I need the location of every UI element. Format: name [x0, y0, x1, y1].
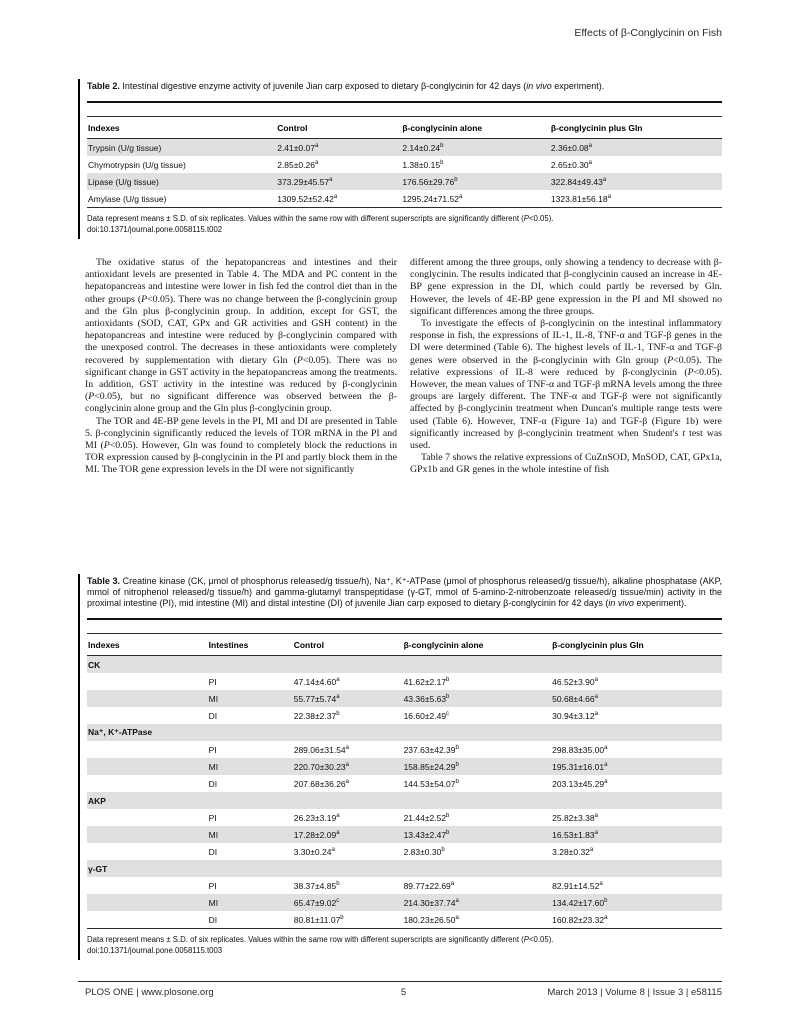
table3-block — [78, 574, 722, 960]
significance-superscript: b — [446, 829, 450, 836]
table-cell: PI — [208, 676, 217, 687]
table-cell: 46.52±3.90$^a$ — [552, 676, 598, 687]
table-cell: 1.38±0.15$^b$ — [402, 159, 444, 170]
table-cell: DI — [208, 846, 218, 857]
table-cell: 2.83±0.30$^b$ — [403, 846, 445, 857]
table-cell — [87, 809, 208, 826]
significance-superscript: a — [458, 193, 463, 200]
footer-page-number: 5 — [400, 987, 407, 998]
significance-superscript: a — [450, 880, 455, 887]
footer-rule — [78, 981, 722, 982]
table-cell: 134.42±17.60$^b$ — [552, 897, 608, 908]
column-header: Control — [276, 117, 401, 139]
table-cell — [87, 673, 208, 690]
group-row — [87, 656, 722, 674]
table-cell: DI — [208, 914, 218, 925]
significance-superscript: a — [455, 897, 459, 904]
significance-superscript: b — [604, 897, 608, 904]
body-paragraph: different among the three groups, only showing a tendency to decrease with β-conglycinin. The results indicated that β-conglycinin caused an increase in 4E-BP gene expression in the DI, which could partly be reversed by Gln. However, the levels of 4E-BP gene expression in the PI and MI showed no significant differences among the three groups. — [410, 257, 722, 317]
footer-issue-info: March 2013 | Volume 8 | Issue 3 | e58115 — [547, 987, 723, 998]
table-cell: 30.94±3.12$^a$ — [552, 710, 598, 721]
table-row — [87, 139, 722, 157]
significance-superscript: b — [336, 710, 340, 717]
table-row — [87, 911, 722, 928]
significance-superscript: b — [455, 761, 459, 768]
significance-superscript: a — [333, 193, 338, 200]
group-label: AKP — [88, 795, 106, 806]
table-cell: 1323.81±56.18$^a$ — [550, 193, 611, 204]
table-cell — [87, 775, 208, 792]
significance-superscript: a — [455, 914, 459, 921]
table-cell: 2.41±0.07$^a$ — [277, 142, 319, 153]
table-cell — [87, 758, 208, 775]
body-paragraph: To investigate the effects of β-conglycinin on the intestinal inflammatory response in fish, the expressions of IL-1, IL-8, TNF-α and TGF-β genes in the DI were determined (Table 6). The highest levels of IL-1, TNF-α and TGF-β genes were observed in the β-conglycinin with Gln group (P<0.05). The relative expressions of IL-8 were reduced by β-conglycinin (P<0.05). However, the mean values of TNF-α and TGF-β mRNA levels among the three groups are largely different. The TNF-α and TGF-β were not significantly affected by β-conglycinin treatment when Duncan's multiple range tests were used (Table 6). However, TNF-α (Figure 1a) and TGF-β (Figure 1b) were significantly increased by β-conglycinin treatment when Student's t test was used. — [410, 318, 722, 452]
table-cell: PI — [208, 744, 217, 755]
significance-superscript: b — [454, 176, 458, 183]
group-row — [87, 792, 722, 809]
table-cell: MI — [208, 829, 219, 840]
table-cell: 3.30±0.24$^a$ — [293, 846, 335, 857]
table-row — [87, 826, 722, 843]
table2-caption-label: Table 2. — [87, 81, 120, 91]
footer-journal: PLOS ONE | www.plosone.org — [85, 987, 214, 998]
table-cell: 2.36±0.08$^a$ — [550, 142, 592, 153]
column-header: Indexes — [87, 117, 276, 139]
table-cell — [87, 707, 208, 724]
table-row — [87, 707, 722, 724]
header-row — [87, 117, 722, 139]
table3-bottom-rule — [87, 928, 722, 929]
table-row — [87, 894, 722, 911]
body-paragraph: The TOR and 4E-BP gene levels in the PI, MI and DI are presented in Table 5. β-conglycinin significantly reduced the levels of TOR mRNA in the PI and MI (P<0.05). However, Gln was found to completely block the reductions in TOR expression caused by β-conglycinin in the PI and partly block them in the MI. The TOR gene expression levels in the DI were not significantly — [85, 415, 398, 476]
significance-superscript: a — [336, 812, 340, 819]
running-head: Effects of β-Conglycinin on Fish — [574, 27, 722, 39]
table-cell: 220.70±30.23$^a$ — [293, 761, 349, 772]
table-cell: 2.65±0.30$^a$ — [550, 159, 592, 170]
table-cell: Lipase (U/g tissue) — [88, 176, 159, 187]
significance-superscript: a — [314, 142, 319, 149]
significance-superscript: b — [446, 812, 450, 819]
significance-superscript: a — [589, 846, 594, 853]
group-label: Na⁺, K⁺-ATPase — [88, 727, 153, 737]
table-cell — [87, 690, 208, 707]
significance-superscript: c — [336, 897, 340, 904]
table-cell: 298.83±35.00$^a$ — [552, 744, 608, 755]
table-cell — [87, 826, 208, 843]
table-row — [87, 809, 722, 826]
table-cell: 21.44±2.52$^b$ — [403, 812, 450, 823]
table-row — [87, 690, 722, 707]
table-cell: 180.23±26.50$^a$ — [403, 914, 459, 925]
significance-superscript: a — [604, 778, 608, 785]
significance-superscript: a — [345, 761, 349, 768]
column-header: β-conglycinin alone — [401, 117, 550, 139]
significance-superscript: a — [336, 829, 340, 836]
significance-superscript: a — [345, 778, 349, 785]
table2-caption-text: Intestinal digestive enzyme activity of juvenile Jian carp exposed to dietary β-conglycinin for 42 days (in vivo experiment). — [122, 81, 605, 91]
table-cell: 82.91±14.52$^a$ — [552, 880, 603, 891]
table-row — [87, 877, 722, 894]
significance-superscript: a — [594, 693, 598, 700]
table-cell: 322.84±49.43$^a$ — [550, 176, 607, 187]
table-cell: 203.13±45.29$^a$ — [552, 778, 608, 789]
table-cell — [87, 911, 208, 928]
table-cell: Chymotrypsin (U/g tissue) — [88, 159, 186, 170]
body-column-right — [410, 257, 722, 477]
table3-grid — [87, 633, 722, 928]
significance-superscript: b — [336, 880, 340, 887]
table-cell: 25.82±3.38$^a$ — [552, 812, 598, 823]
table-cell: 38.37±4.85$^b$ — [293, 880, 340, 891]
body-paragraph: Table 7 shows the relative expressions of CuZnSOD, MnSOD, CAT, GPx1a, GPx1b and GR genes in the whole intestine of fish — [410, 452, 722, 476]
significance-superscript: a — [336, 693, 340, 700]
table-cell: 289.06±31.54$^a$ — [293, 744, 349, 755]
table-cell: 2.85±0.26$^a$ — [277, 159, 319, 170]
table-cell: 41.62±2.17$^b$ — [403, 676, 450, 687]
significance-superscript: b — [446, 676, 450, 683]
table-cell: 1295.24±71.52$^a$ — [402, 193, 463, 204]
table2-top-rule — [87, 101, 722, 103]
table2 — [87, 116, 722, 207]
table-cell: 2.14±0.24$^b$ — [402, 142, 444, 153]
table-cell: MI — [208, 761, 219, 772]
table-row — [87, 741, 722, 758]
table2-bottom-rule — [87, 207, 722, 208]
significance-superscript: a — [588, 142, 592, 149]
table-cell: 43.36±5.63$^b$ — [403, 693, 450, 704]
table-row — [87, 156, 722, 173]
significance-superscript: a — [602, 176, 607, 183]
significance-superscript: a — [607, 193, 611, 200]
table3-caption — [87, 576, 722, 609]
table-cell: 13.43±2.47$^b$ — [403, 829, 450, 840]
significance-superscript: b — [441, 846, 445, 853]
column-header: β-conglycinin alone — [403, 634, 552, 656]
column-header: β-conglycinin plus Gln — [551, 634, 722, 656]
group-label: CK — [88, 659, 101, 670]
table3-footnote: Data represent means ± S.D. of six replicates. Values within the same row with different superscripts are significantly different (P<0.05). — [87, 935, 554, 944]
significance-superscript: a — [604, 914, 608, 921]
table-cell: 17.28±2.09$^a$ — [293, 829, 340, 840]
table-cell — [87, 843, 208, 860]
table-cell: 158.85±24.29$^b$ — [403, 761, 459, 772]
table-cell — [87, 894, 208, 911]
table-row — [87, 843, 722, 860]
significance-superscript: b — [446, 693, 450, 700]
table-cell: 1309.52±52.42$^a$ — [277, 193, 338, 204]
significance-superscript: a — [599, 880, 603, 887]
group-row — [87, 860, 722, 877]
significance-superscript: a — [604, 744, 608, 751]
table-cell: 26.23±3.19$^a$ — [293, 812, 340, 823]
significance-superscript: a — [594, 812, 598, 819]
table-cell: Amylase (U/g tissue) — [88, 193, 167, 204]
significance-superscript: a — [336, 676, 340, 683]
body-column-left — [85, 257, 397, 477]
table-cell — [87, 741, 208, 758]
table-row — [87, 775, 722, 792]
significance-superscript: b — [440, 159, 444, 166]
body-paragraph: The oxidative status of the hepatopancreas and intestines and their antioxidant levels are presented in Table 4. The MDA and PC content in the hepatopancreas and intestine were lower in fish fed the control diet than in the other groups (P<0.05). There was no change between the β-conglycinin group and the Gln plus β-conglycinin group. In addition, except for GST, the antioxidants (SOD, CAT, GPx and GR activities and GSH content) in the hepatopancreas and intestine were reduced by β-conglycinin compared with the unexposed control. The decreases in these antioxidants were completely recovered by supplementation with dietary Gln (P<0.05). There was no significant change in GST activity in the hepatopancreas among the treatments. In addition, GST activity in the intestine was reduced by β-conglycinin (P<0.05), but no significant difference was observed between the β-conglycinin alone group and the Gln plus β-conglycinin group. — [85, 257, 397, 415]
significance-superscript: a — [594, 676, 598, 683]
table-cell: DI — [208, 710, 218, 721]
table-cell: 80.81±11.07$^b$ — [293, 914, 344, 925]
table3-doi: doi:10.1371/journal.pone.0058115.t003 — [87, 945, 223, 955]
table-cell: 22.38±2.37$^b$ — [293, 710, 340, 721]
table-row — [87, 173, 722, 190]
significance-superscript: b — [455, 744, 459, 751]
table-cell: MI — [208, 897, 219, 908]
table-cell: PI — [208, 812, 217, 823]
table-cell: 207.68±36.26$^a$ — [293, 778, 349, 789]
significance-superscript: a — [594, 710, 598, 717]
table-cell: 373.29±45.57$^a$ — [277, 176, 333, 187]
column-header: β-conglycinin plus Gln — [550, 117, 722, 139]
table-row — [87, 673, 722, 690]
table-cell: 50.68±4.66$^a$ — [552, 693, 598, 704]
significance-superscript: a — [331, 846, 335, 853]
table-cell: DI — [208, 778, 218, 789]
table-cell: 16.60±2.49$^c$ — [403, 710, 450, 721]
table-cell — [87, 877, 208, 894]
group-label: γ-GT — [88, 863, 108, 874]
table-cell: 214.30±37.74$^a$ — [403, 897, 459, 908]
table-cell: 16.53±1.83$^a$ — [552, 829, 598, 840]
group-row — [87, 724, 722, 741]
table-cell: 47.14±4.60$^a$ — [293, 676, 340, 687]
significance-superscript: a — [329, 176, 333, 183]
table-cell: 160.82±23.32$^a$ — [552, 914, 608, 925]
table2-block — [78, 79, 722, 239]
table2-caption — [87, 81, 722, 92]
table-cell: Trypsin (U/g tissue) — [88, 142, 162, 153]
significance-superscript: c — [446, 710, 450, 717]
column-header: Intestines — [208, 634, 293, 656]
table2-footnote: Data represent means ± S.D. of six replicates. Values within the same row with different superscripts are significantly different (P<0.05). — [87, 214, 554, 223]
significance-superscript: a — [604, 761, 608, 768]
table3-top-rule — [87, 618, 722, 620]
table-cell: 237.63±42.39$^b$ — [403, 744, 459, 755]
significance-superscript: a — [588, 159, 592, 166]
table-cell: 3.28±0.32$^a$ — [552, 846, 594, 857]
significance-superscript: b — [440, 142, 444, 149]
table2-grid — [87, 116, 722, 207]
table-row — [87, 758, 722, 775]
header-row — [87, 634, 722, 656]
table3-caption-label: Table 3. — [87, 576, 120, 586]
table-cell: MI — [208, 693, 219, 704]
table-cell: 195.31±16.01$^a$ — [552, 761, 608, 772]
table-cell: 65.47±9.02$^c$ — [293, 897, 340, 908]
column-header: Control — [293, 634, 403, 656]
body-text — [85, 257, 722, 477]
table3 — [87, 633, 722, 928]
table-cell: 55.77±5.74$^a$ — [293, 693, 340, 704]
table2-doi: doi:10.1371/journal.pone.0058115.t002 — [87, 224, 223, 234]
table-cell: 89.77±22.69$^a$ — [403, 880, 455, 891]
significance-superscript: a — [345, 744, 349, 751]
table-row — [87, 190, 722, 207]
table3-caption-text: Creatine kinase (CK, μmol of phosphorus released/g tissue/h), Na⁺, K⁺-ATPase (μmol of phosphorus released/g tissue/h), alkaline phosphatase (AKP, mmol of nitrophenol released/g tissue/h) and gamma-glutamyl transpeptidase (γ-GT, mmol of 5-amino-2-nitrobenzoate released/g tissue/min) activity in the proximal intestine (PI), mid intestine (MI) and distal intestine (DI) of juvenile Jian carp exposed to dietary β-conglycinin for 42 days (in vivo experiment). — [87, 576, 722, 608]
significance-superscript: b — [340, 914, 344, 921]
table-cell: 176.56±29.76$^b$ — [402, 176, 458, 187]
significance-superscript: a — [314, 159, 319, 166]
table-cell: 144.53±54.07$^b$ — [403, 778, 459, 789]
page-footer — [78, 987, 722, 998]
significance-superscript: b — [455, 778, 459, 785]
column-header: Indexes — [87, 634, 208, 656]
significance-superscript: a — [594, 829, 598, 836]
table-cell: PI — [208, 880, 217, 891]
